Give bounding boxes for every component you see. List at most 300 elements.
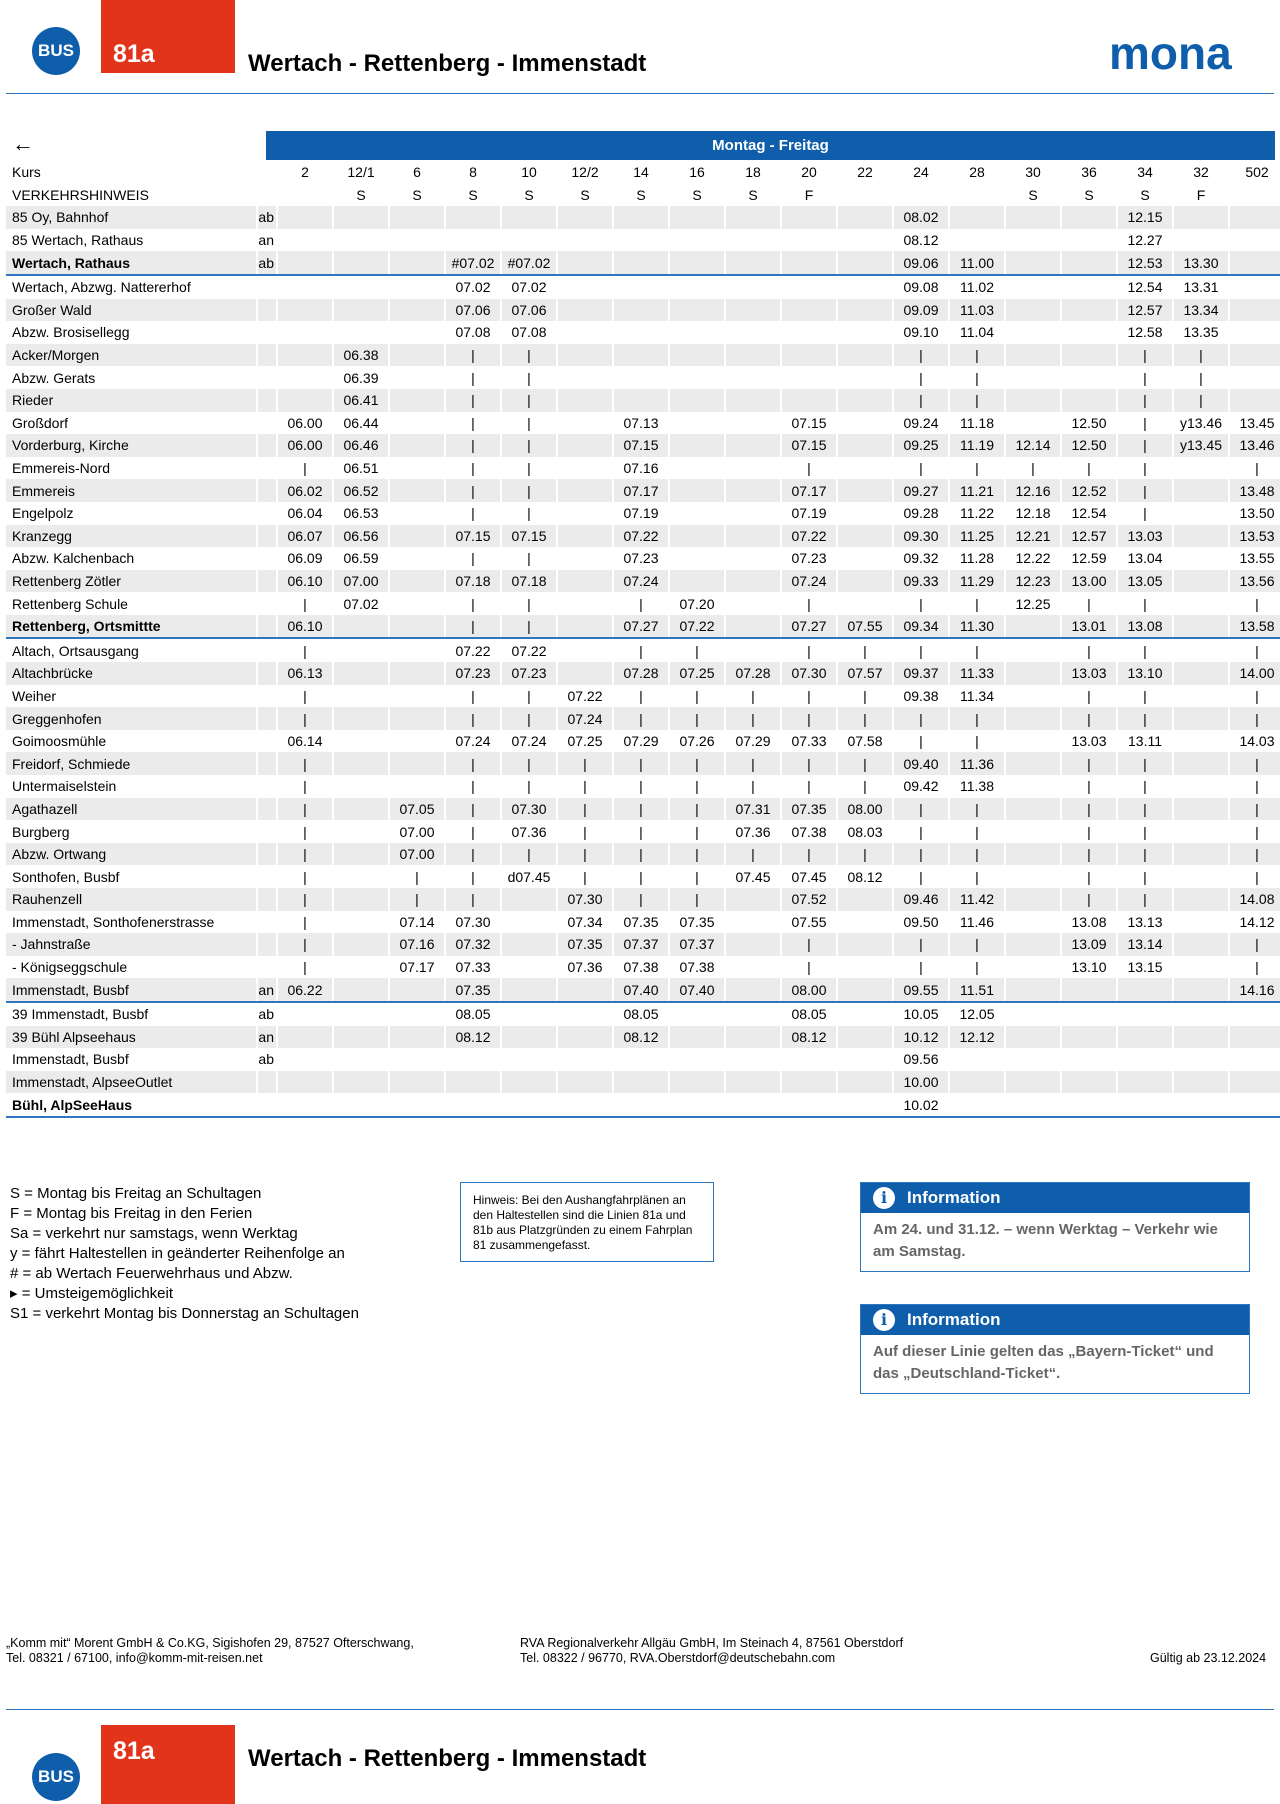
time-cell bbox=[725, 1002, 781, 1026]
time-cell: | bbox=[613, 888, 669, 911]
time-cell: | bbox=[445, 479, 501, 502]
table-row bbox=[6, 933, 1280, 956]
time-cell bbox=[669, 206, 725, 229]
time-cell: | bbox=[893, 730, 949, 753]
time-cell bbox=[1061, 366, 1117, 389]
time-cell: 07.36 bbox=[725, 820, 781, 843]
time-cell: 14.08 bbox=[1229, 888, 1280, 911]
table-row bbox=[6, 1093, 1280, 1117]
time-cell: | bbox=[1117, 775, 1173, 798]
stop-name: - Jahnstraße bbox=[6, 933, 257, 956]
time-cell: | bbox=[277, 820, 333, 843]
time-cell: | bbox=[445, 502, 501, 525]
time-cell bbox=[501, 911, 557, 934]
time-cell: | bbox=[837, 775, 893, 798]
time-cell: 09.08 bbox=[893, 275, 949, 299]
time-cell: | bbox=[1117, 865, 1173, 888]
stop-name: Abzw. Gerats bbox=[6, 366, 257, 389]
hint-box: Hinweis: Bei den Aushangfahrplänen an den Haltestellen sind die Linien 81a und 81b aus Platzgründen zu einem Fahrplan 81 zusammengefasst. bbox=[460, 1182, 714, 1262]
time-cell: 07.58 bbox=[837, 730, 893, 753]
time-cell: | bbox=[277, 956, 333, 979]
info-icon: i bbox=[873, 1309, 895, 1331]
time-cell: 07.05 bbox=[389, 798, 445, 821]
time-cell bbox=[557, 547, 613, 570]
time-cell: 12.21 bbox=[1005, 525, 1061, 548]
time-cell: 07.26 bbox=[669, 730, 725, 753]
time-cell bbox=[669, 344, 725, 367]
time-cell: S bbox=[557, 184, 613, 207]
time-cell: | bbox=[445, 843, 501, 866]
time-cell bbox=[333, 775, 389, 798]
time-cell: #07.02 bbox=[501, 251, 557, 275]
time-cell bbox=[613, 275, 669, 299]
time-cell bbox=[1173, 865, 1229, 888]
time-cell: 07.23 bbox=[501, 662, 557, 685]
time-cell bbox=[725, 251, 781, 275]
time-cell bbox=[277, 366, 333, 389]
table-row bbox=[6, 730, 1280, 753]
time-cell: | bbox=[1061, 820, 1117, 843]
time-cell: 13.03 bbox=[1061, 730, 1117, 753]
time-cell bbox=[389, 662, 445, 685]
arrival-departure-flag bbox=[257, 184, 277, 207]
time-cell: 06.10 bbox=[277, 615, 333, 639]
time-cell: S bbox=[445, 184, 501, 207]
time-cell bbox=[277, 389, 333, 412]
time-cell: 07.08 bbox=[445, 321, 501, 344]
time-cell: | bbox=[277, 843, 333, 866]
time-cell bbox=[389, 434, 445, 457]
time-cell: 07.22 bbox=[501, 638, 557, 662]
arrival-departure-flag bbox=[257, 321, 277, 344]
time-cell: | bbox=[669, 638, 725, 662]
time-cell bbox=[837, 366, 893, 389]
time-cell: 07.27 bbox=[613, 615, 669, 639]
time-cell: | bbox=[277, 888, 333, 911]
time-cell: | bbox=[1061, 888, 1117, 911]
time-cell: | bbox=[501, 434, 557, 457]
time-cell bbox=[1173, 206, 1229, 229]
time-cell bbox=[333, 662, 389, 685]
time-cell: F bbox=[781, 184, 837, 207]
time-cell: | bbox=[557, 865, 613, 888]
time-cell: 11.51 bbox=[949, 978, 1005, 1002]
time-cell: 11.30 bbox=[949, 615, 1005, 639]
time-cell bbox=[669, 229, 725, 252]
time-cell bbox=[1005, 229, 1061, 252]
arrival-departure-flag bbox=[257, 525, 277, 548]
time-cell: 07.15 bbox=[613, 434, 669, 457]
table-row bbox=[6, 843, 1280, 866]
time-cell bbox=[277, 1071, 333, 1094]
time-cell: 07.32 bbox=[445, 933, 501, 956]
stop-name: Wertach, Rathaus bbox=[6, 251, 257, 275]
time-cell: | bbox=[1117, 344, 1173, 367]
table-row bbox=[6, 1002, 1280, 1026]
time-cell: | bbox=[445, 344, 501, 367]
time-cell: 07.28 bbox=[725, 662, 781, 685]
time-cell: 11.02 bbox=[949, 275, 1005, 299]
time-cell: 12.16 bbox=[1005, 479, 1061, 502]
arrival-departure-flag bbox=[257, 730, 277, 753]
time-cell: | bbox=[949, 843, 1005, 866]
arrival-departure-flag bbox=[257, 479, 277, 502]
time-cell: 07.27 bbox=[781, 615, 837, 639]
time-cell: 12.50 bbox=[1061, 412, 1117, 435]
time-cell: 07.24 bbox=[613, 570, 669, 593]
time-cell: 07.55 bbox=[837, 615, 893, 639]
time-cell bbox=[837, 412, 893, 435]
time-cell: 06.02 bbox=[277, 479, 333, 502]
time-cell bbox=[669, 1048, 725, 1071]
stop-name: 85 Oy, Bahnhof bbox=[6, 206, 257, 229]
time-cell: | bbox=[613, 865, 669, 888]
time-cell: | bbox=[501, 366, 557, 389]
time-cell: 09.27 bbox=[893, 479, 949, 502]
time-cell bbox=[1005, 344, 1061, 367]
time-cell bbox=[389, 299, 445, 322]
time-cell bbox=[333, 321, 389, 344]
time-cell: 06.44 bbox=[333, 412, 389, 435]
time-cell bbox=[1005, 1093, 1061, 1117]
time-cell: 08.05 bbox=[613, 1002, 669, 1026]
time-cell: 07.38 bbox=[669, 956, 725, 979]
time-cell bbox=[725, 525, 781, 548]
time-cell bbox=[781, 275, 837, 299]
table-row bbox=[6, 184, 1280, 207]
arrival-departure-flag: ab bbox=[257, 1048, 277, 1071]
time-cell bbox=[333, 911, 389, 934]
time-cell: 09.56 bbox=[893, 1048, 949, 1071]
time-cell: | bbox=[1117, 502, 1173, 525]
time-cell: | bbox=[445, 707, 501, 730]
info-body: Am 24. und 31.12. – wenn Werktag – Verkehr wie am Samstag. bbox=[873, 1221, 1218, 1260]
time-cell bbox=[725, 502, 781, 525]
time-cell: | bbox=[277, 638, 333, 662]
time-cell bbox=[1005, 685, 1061, 708]
time-cell bbox=[725, 1093, 781, 1117]
time-cell bbox=[333, 978, 389, 1002]
time-cell: | bbox=[1229, 956, 1280, 979]
time-cell: | bbox=[277, 865, 333, 888]
time-cell: | bbox=[1117, 685, 1173, 708]
time-cell bbox=[837, 502, 893, 525]
time-cell bbox=[333, 865, 389, 888]
time-cell: | bbox=[501, 344, 557, 367]
time-cell bbox=[669, 251, 725, 275]
time-cell: S bbox=[389, 184, 445, 207]
time-cell: | bbox=[725, 707, 781, 730]
time-cell bbox=[389, 570, 445, 593]
time-cell: 13.56 bbox=[1229, 570, 1280, 593]
time-cell: 07.15 bbox=[781, 412, 837, 435]
time-cell: 12.23 bbox=[1005, 570, 1061, 593]
time-cell bbox=[389, 1071, 445, 1094]
time-cell bbox=[837, 299, 893, 322]
time-cell: | bbox=[501, 707, 557, 730]
time-cell bbox=[725, 321, 781, 344]
time-cell: 07.33 bbox=[781, 730, 837, 753]
stop-name: Altachbrücke bbox=[6, 662, 257, 685]
time-cell bbox=[389, 275, 445, 299]
table-row bbox=[6, 344, 1280, 367]
time-cell: 06.22 bbox=[277, 978, 333, 1002]
time-cell bbox=[725, 229, 781, 252]
time-cell: 11.34 bbox=[949, 685, 1005, 708]
time-cell: | bbox=[501, 479, 557, 502]
time-cell bbox=[669, 570, 725, 593]
time-cell bbox=[1229, 184, 1280, 207]
timetable bbox=[6, 161, 1280, 1118]
time-cell bbox=[613, 366, 669, 389]
arrival-departure-flag bbox=[257, 457, 277, 480]
footer-contact: Tel. 08322 / 96770, RVA.Oberstdorf@deutschebahn.com bbox=[520, 1651, 836, 1665]
time-cell: | bbox=[781, 956, 837, 979]
time-cell: | bbox=[1117, 389, 1173, 412]
time-cell: 07.45 bbox=[781, 865, 837, 888]
time-cell: | bbox=[445, 685, 501, 708]
time-cell bbox=[1005, 615, 1061, 639]
time-cell: 16 bbox=[669, 161, 725, 184]
arrival-departure-flag bbox=[257, 615, 277, 639]
legend-item: # = ab Wertach Feuerwehrhaus und Abzw. bbox=[10, 1265, 293, 1282]
time-cell: S bbox=[613, 184, 669, 207]
footer-mid bbox=[520, 1636, 903, 1666]
time-cell: 06.39 bbox=[333, 366, 389, 389]
time-cell: 06.59 bbox=[333, 547, 389, 570]
time-cell bbox=[389, 1048, 445, 1071]
mona-logo bbox=[1109, 33, 1251, 75]
time-cell: 11.21 bbox=[949, 479, 1005, 502]
time-cell: 13.05 bbox=[1117, 570, 1173, 593]
time-cell bbox=[389, 707, 445, 730]
time-cell: 12.57 bbox=[1117, 299, 1173, 322]
stop-name: Engelpolz bbox=[6, 502, 257, 525]
time-cell: | bbox=[949, 366, 1005, 389]
info-body: Auf dieser Linie gelten das „Bayern-Ticket“ und das „Deutschland-Ticket“. bbox=[873, 1343, 1214, 1382]
direction-arrow-icon: ← bbox=[12, 131, 34, 156]
time-cell: 07.19 bbox=[781, 502, 837, 525]
time-cell: | bbox=[501, 457, 557, 480]
time-cell: | bbox=[837, 707, 893, 730]
time-cell bbox=[725, 299, 781, 322]
arrival-departure-flag bbox=[257, 775, 277, 798]
time-cell bbox=[725, 1026, 781, 1049]
time-cell: 09.40 bbox=[893, 752, 949, 775]
time-cell bbox=[445, 1093, 501, 1117]
time-cell bbox=[669, 547, 725, 570]
arrival-departure-flag: ab bbox=[257, 206, 277, 229]
time-cell bbox=[277, 275, 333, 299]
time-cell bbox=[1229, 275, 1280, 299]
time-cell: | bbox=[1229, 685, 1280, 708]
time-cell bbox=[669, 434, 725, 457]
table-row bbox=[6, 321, 1280, 344]
time-cell: 07.15 bbox=[501, 525, 557, 548]
time-cell: 13.11 bbox=[1117, 730, 1173, 753]
time-cell: 06.51 bbox=[333, 457, 389, 480]
time-cell: | bbox=[949, 956, 1005, 979]
time-cell bbox=[781, 206, 837, 229]
time-cell: 13.58 bbox=[1229, 615, 1280, 639]
time-cell bbox=[1061, 206, 1117, 229]
time-cell: 07.28 bbox=[613, 662, 669, 685]
stop-name: 39 Immenstadt, Busbf bbox=[6, 1002, 257, 1026]
time-cell: | bbox=[669, 820, 725, 843]
time-cell bbox=[725, 344, 781, 367]
time-cell: | bbox=[501, 775, 557, 798]
time-cell: 13.30 bbox=[1173, 251, 1229, 275]
time-cell: 06.04 bbox=[277, 502, 333, 525]
time-cell: 07.37 bbox=[613, 933, 669, 956]
time-cell: 08.03 bbox=[837, 820, 893, 843]
time-cell: 13.13 bbox=[1117, 911, 1173, 934]
time-cell: | bbox=[501, 389, 557, 412]
table-row bbox=[6, 570, 1280, 593]
time-cell bbox=[669, 275, 725, 299]
time-cell bbox=[1229, 321, 1280, 344]
time-cell bbox=[725, 479, 781, 502]
time-cell: 11.29 bbox=[949, 570, 1005, 593]
arrival-departure-flag bbox=[257, 412, 277, 435]
time-cell: | bbox=[781, 843, 837, 866]
time-cell: 13.55 bbox=[1229, 547, 1280, 570]
arrival-departure-flag bbox=[257, 592, 277, 615]
time-cell: 07.06 bbox=[445, 299, 501, 322]
time-cell: 30 bbox=[1005, 161, 1061, 184]
time-cell bbox=[557, 366, 613, 389]
time-cell bbox=[1173, 638, 1229, 662]
time-cell bbox=[277, 206, 333, 229]
time-cell: 09.32 bbox=[893, 547, 949, 570]
time-cell bbox=[277, 321, 333, 344]
arrival-departure-flag bbox=[257, 434, 277, 457]
time-cell: 07.38 bbox=[781, 820, 837, 843]
table-row bbox=[6, 820, 1280, 843]
time-cell bbox=[1173, 662, 1229, 685]
time-cell bbox=[557, 251, 613, 275]
time-cell bbox=[277, 344, 333, 367]
time-cell bbox=[725, 275, 781, 299]
time-cell bbox=[669, 457, 725, 480]
time-cell bbox=[613, 389, 669, 412]
time-cell bbox=[1173, 685, 1229, 708]
time-cell: | bbox=[781, 775, 837, 798]
time-cell bbox=[333, 229, 389, 252]
time-cell: 502 bbox=[1229, 161, 1280, 184]
time-cell bbox=[1005, 752, 1061, 775]
time-cell: 06.41 bbox=[333, 389, 389, 412]
time-cell: 07.31 bbox=[725, 798, 781, 821]
time-cell bbox=[725, 933, 781, 956]
time-cell: 10.00 bbox=[893, 1071, 949, 1094]
info-box-holiday bbox=[860, 1182, 1250, 1272]
time-cell: 28 bbox=[949, 161, 1005, 184]
time-cell: | bbox=[781, 752, 837, 775]
time-cell: 13.09 bbox=[1061, 933, 1117, 956]
time-cell: | bbox=[613, 638, 669, 662]
time-cell bbox=[725, 570, 781, 593]
time-cell bbox=[725, 615, 781, 639]
time-cell bbox=[1117, 1026, 1173, 1049]
time-cell: | bbox=[893, 707, 949, 730]
time-cell: 18 bbox=[725, 161, 781, 184]
table-row bbox=[6, 956, 1280, 979]
time-cell bbox=[389, 344, 445, 367]
time-cell bbox=[949, 1048, 1005, 1071]
time-cell: 20 bbox=[781, 161, 837, 184]
time-cell bbox=[1229, 299, 1280, 322]
stop-name: 85 Wertach, Rathaus bbox=[6, 229, 257, 252]
time-cell: | bbox=[893, 638, 949, 662]
time-cell bbox=[1061, 299, 1117, 322]
time-cell bbox=[1061, 1026, 1117, 1049]
time-cell: | bbox=[669, 798, 725, 821]
time-cell bbox=[557, 978, 613, 1002]
time-cell bbox=[1061, 1071, 1117, 1094]
time-cell bbox=[1005, 956, 1061, 979]
time-cell bbox=[1173, 707, 1229, 730]
time-cell bbox=[277, 1093, 333, 1117]
time-cell: F bbox=[1173, 184, 1229, 207]
time-cell: 11.28 bbox=[949, 547, 1005, 570]
time-cell: 07.19 bbox=[613, 502, 669, 525]
footer-company: „Komm mit“ Morent GmbH & Co.KG, Sigishofen 29, 87527 Ofterschwang, bbox=[6, 1636, 414, 1650]
time-cell: | bbox=[949, 933, 1005, 956]
time-cell: | bbox=[669, 775, 725, 798]
time-cell: 07.16 bbox=[613, 457, 669, 480]
time-cell bbox=[669, 525, 725, 548]
time-cell bbox=[389, 547, 445, 570]
time-cell: | bbox=[1117, 843, 1173, 866]
time-cell bbox=[1173, 457, 1229, 480]
time-cell: | bbox=[501, 615, 557, 639]
route-title: Wertach - Rettenberg - Immenstadt bbox=[248, 1745, 647, 1772]
time-cell bbox=[389, 615, 445, 639]
time-cell: | bbox=[445, 457, 501, 480]
time-cell: 11.36 bbox=[949, 752, 1005, 775]
time-cell: S bbox=[1117, 184, 1173, 207]
time-cell: S bbox=[1005, 184, 1061, 207]
legend-item: Sa = verkehrt nur samstags, wenn Werktag bbox=[10, 1225, 298, 1242]
time-cell: 08.02 bbox=[893, 206, 949, 229]
arrival-departure-flag bbox=[257, 547, 277, 570]
time-cell bbox=[1229, 1026, 1280, 1049]
time-cell: 08.12 bbox=[781, 1026, 837, 1049]
time-cell: | bbox=[445, 820, 501, 843]
time-cell: | bbox=[837, 843, 893, 866]
time-cell: 08.05 bbox=[445, 1002, 501, 1026]
time-cell bbox=[781, 344, 837, 367]
time-cell: 07.02 bbox=[333, 592, 389, 615]
time-cell: 12.52 bbox=[1061, 479, 1117, 502]
arrival-departure-flag bbox=[257, 707, 277, 730]
time-cell bbox=[725, 206, 781, 229]
time-cell bbox=[557, 299, 613, 322]
time-cell bbox=[389, 592, 445, 615]
time-cell: 2 bbox=[277, 161, 333, 184]
table-row bbox=[6, 547, 1280, 570]
time-cell bbox=[557, 525, 613, 548]
route-title: Wertach - Rettenberg - Immenstadt bbox=[248, 50, 647, 77]
arrival-departure-flag bbox=[257, 865, 277, 888]
time-cell: 06.14 bbox=[277, 730, 333, 753]
time-cell bbox=[837, 206, 893, 229]
time-cell bbox=[389, 412, 445, 435]
time-cell bbox=[669, 299, 725, 322]
time-cell: | bbox=[949, 798, 1005, 821]
time-cell: 14 bbox=[613, 161, 669, 184]
